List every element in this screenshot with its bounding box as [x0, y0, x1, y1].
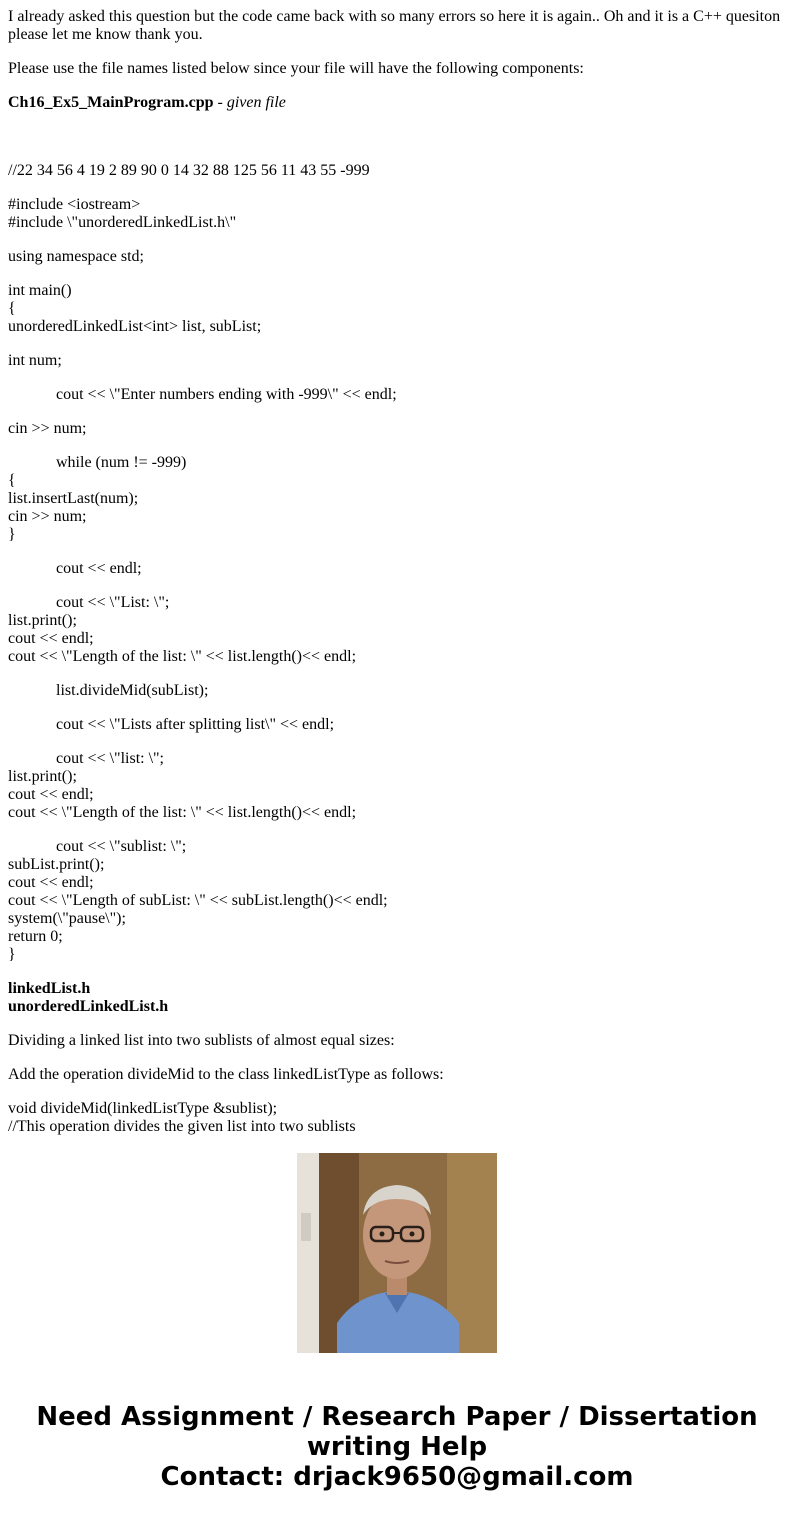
code-endl-2: cout << endl; — [8, 630, 94, 647]
code-length-1: cout << \"Length of the list: \" << list.length()<< endl; — [8, 648, 357, 665]
main-file-name: Ch16_Ex5_MainProgram.cpp — [8, 94, 214, 111]
code-list-label-2: cout << \"list: \"; — [56, 750, 164, 767]
code-print-1: list.print(); — [8, 612, 77, 629]
author-avatar — [297, 1153, 497, 1353]
question-body — [8, 8, 788, 1135]
code-while-open: { — [8, 472, 16, 489]
footer-line-2: writing Help — [306, 1432, 488, 1462]
code-endl-3: cout << endl; — [8, 786, 94, 803]
code-divide: list.divideMid(subList); — [56, 682, 209, 699]
divide-mid-comment: //This operation divides the given list into two sublists — [8, 1118, 356, 1135]
add-operation-text: Add the operation divideMid to the class linkedListType as follows: — [8, 1066, 444, 1083]
code-cin-1: cin >> num; — [8, 420, 87, 437]
code-endl-4: cout << endl; — [8, 874, 94, 891]
code-after-split: cout << \"Lists after splitting list\" << endl; — [56, 716, 335, 733]
divide-mid-signature: void divideMid(linkedListType &sublist); — [8, 1100, 278, 1117]
code-while-close: } — [8, 526, 16, 543]
code-include-list: #include \"unorderedLinkedList.h\" — [8, 214, 237, 231]
code-main-signature: int main() — [8, 282, 72, 299]
code-list-label: cout << \"List: \"; — [56, 594, 170, 611]
code-close-brace: } — [8, 946, 16, 963]
code-include-iostream: #include <iostream> — [8, 196, 141, 213]
code-using: using namespace std; — [8, 248, 144, 265]
main-file-separator: - — [213, 94, 227, 111]
code-prompt: cout << \"Enter numbers ending with -999\" << endl; — [56, 386, 397, 403]
main-file-note: given file — [226, 94, 286, 111]
code-length-3: cout << \"Length of subList: \" << subList.length()<< endl; — [8, 892, 388, 909]
code-return: return 0; — [8, 928, 63, 945]
main-file-line — [8, 94, 788, 112]
intro-paragraph: I already asked this question but the code came back with so many errors so here it is again.. Oh and it is a C++ quesiton please let me know thank you. — [8, 8, 781, 43]
footer-line-1: Need Assignment / Research Paper / Dissertation — [36, 1402, 758, 1432]
code-pause: system(\"pause\"); — [8, 910, 126, 927]
code-print-2: list.print(); — [8, 768, 77, 785]
code-decl-lists: unorderedLinkedList<int> list, subList; — [8, 318, 262, 335]
code-decl-num: int num; — [8, 352, 62, 369]
code-input-comment: //22 34 56 4 19 2 89 90 0 14 32 88 125 56 11 43 55 -999 — [8, 162, 370, 179]
section-heading: Dividing a linked list into two sublists of almost equal sizes: — [8, 1032, 395, 1049]
code-endl-1: cout << endl; — [56, 560, 142, 577]
footer-contact: Contact: drjack9650@gmail.com — [160, 1462, 634, 1492]
person-photo-icon — [297, 1153, 497, 1353]
code-insert: list.insertLast(num); — [8, 490, 139, 507]
code-length-2: cout << \"Length of the list: \" << list.length()<< endl; — [8, 804, 357, 821]
code-sublist-label: cout << \"sublist: \"; — [56, 838, 187, 855]
file-linked-list: linkedList.h — [8, 980, 91, 997]
file-unordered-linked-list: unorderedLinkedList.h — [8, 998, 169, 1015]
instruction-paragraph: Please use the file names listed below since your file will have the following components: — [8, 60, 584, 77]
code-cin-2: cin >> num; — [8, 508, 87, 525]
footer-banner — [0, 1402, 794, 1492]
code-print-3: subList.print(); — [8, 856, 105, 873]
code-while: while (num != -999) — [56, 454, 187, 471]
code-open-brace: { — [8, 300, 16, 317]
